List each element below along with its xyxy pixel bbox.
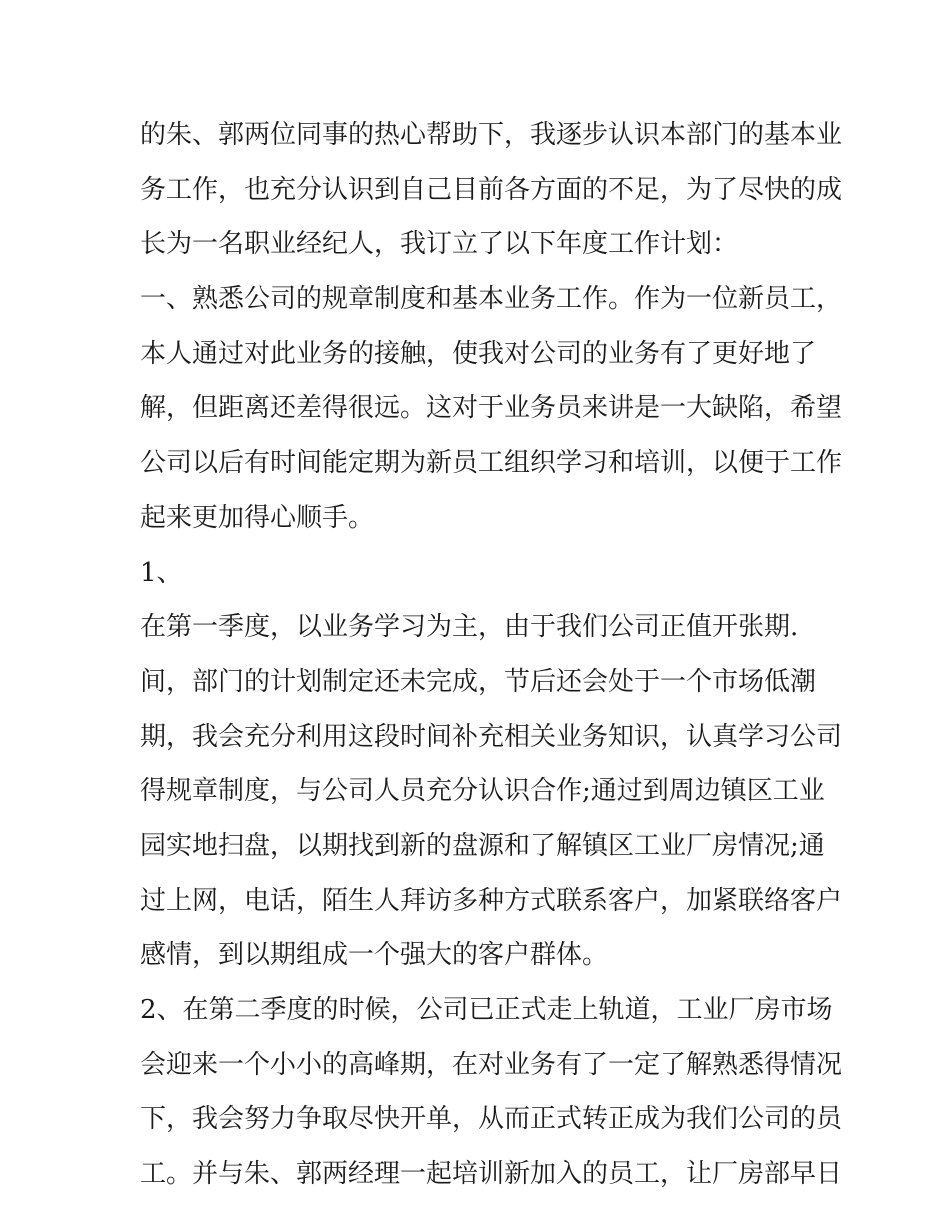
text-line: 会迎来一个小小的高峰期，在对业务有了一定了解熟悉得情况 [140, 1049, 843, 1080]
text-line: 的朱、郭两位同事的热心帮助下，我逐步认识本部门的基本业 [140, 120, 843, 150]
text-line: 本人通过对此业务的接触，使我对公司的业务有了更好地了 [140, 338, 817, 369]
body-text [140, 108, 843, 1202]
text-line: 2、在第二季度的时候，公司已正式走上轨道，工业厂房市场 [140, 995, 833, 1025]
text-line: 下，我会努力争取尽快开单，从而正式转正成为我们公司的员 [140, 1104, 843, 1135]
text-line: 感情，到以期组成一个强大的客户群体。 [140, 940, 609, 971]
text-line: 起来更加得心顺手。 [140, 502, 375, 533]
text-line: 公司以后有时间能定期为新员工组织学习和培训，以便于工作 [140, 448, 843, 479]
text-line: 1、 [140, 557, 183, 588]
text-line: 间，部门的计划制定还未完成，节后还会处于一个市场低潮 [140, 666, 817, 697]
text-line: 期，我会充分利用这段时间补充相关业务知识，认真学习公司 [140, 721, 843, 752]
text-line: 在第一季度，以业务学习为主，由于我们公司正值开张期. [140, 612, 799, 643]
text-line: 一、熟悉公司的规章制度和基本业务工作。作为一位新员工， [140, 284, 843, 315]
text-line: 长为一名职业经纪人，我订立了以下年度工作计划： [140, 229, 739, 260]
text-line: 过上网，电话，陌生人拜访多种方式联系客户，加紧联络客户 [140, 885, 843, 916]
text-line: 务工作，也充分认识到自己目前各方面的不足，为了尽快的成 [140, 174, 843, 205]
text-line: 工。并与朱、郭两经理一起培训新加入的员工，让厂房部早日 [140, 1159, 843, 1190]
text-line: 解，但距离还差得很远。这对于业务员来讲是一大缺陷，希望 [140, 393, 843, 424]
text-line: 园实地扫盘，以期找到新的盘源和了解镇区工业厂房情况;通 [140, 830, 825, 861]
text-line: 得规章制度，与公司人员充分认识合作;通过到周边镇区工业 [140, 776, 825, 807]
